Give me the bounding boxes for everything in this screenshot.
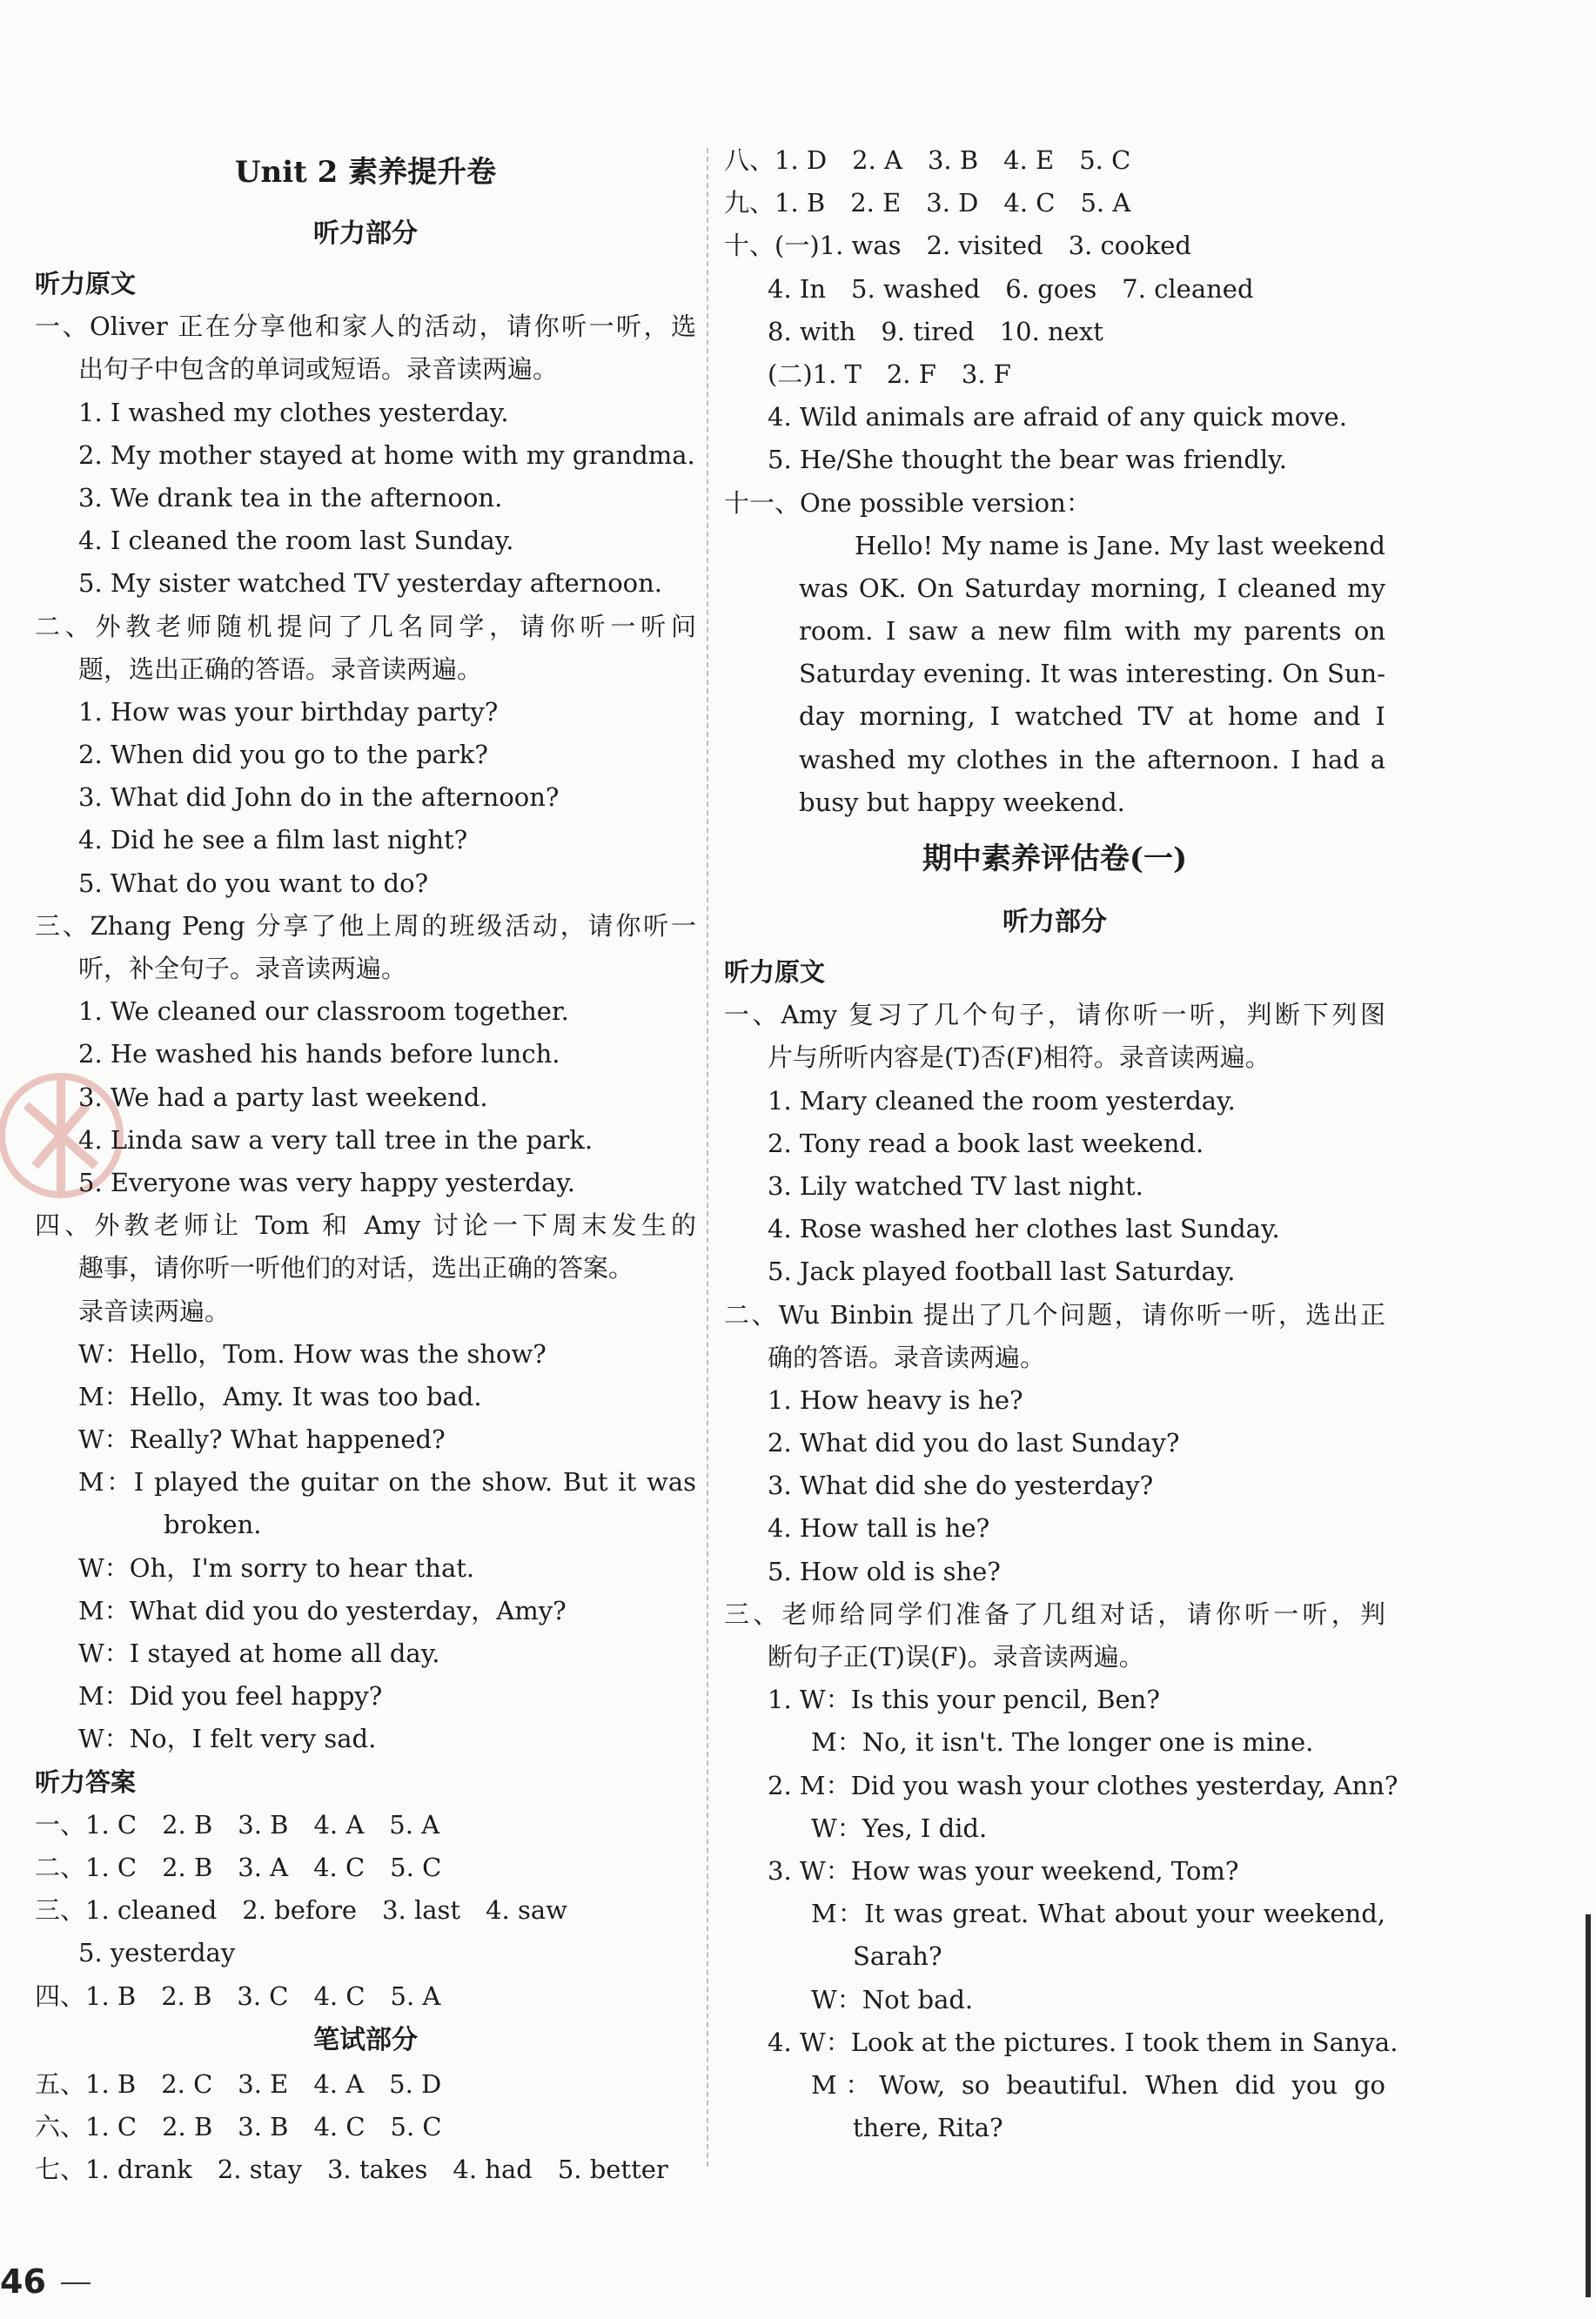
text-line: 二、1. C 2. B 3. A 4. C 5. C	[35, 1852, 442, 1882]
text-line: washed my clothes in the afternoon. I had a	[799, 744, 1385, 774]
text-line: 听力答案	[35, 1766, 137, 1797]
text-line: 5. My sister watched TV yesterday afternoon.	[78, 568, 663, 599]
text-line: 2. He washed his hands before lunch.	[78, 1039, 560, 1069]
text-line: 1. How heavy is he?	[768, 1384, 1023, 1415]
text-line: 片与所听内容是(T)否(F)相符。录音读两遍。	[768, 1042, 1271, 1073]
text-line: 5. How old is she?	[768, 1556, 1001, 1586]
text-line: 3. What did John do in the afternoon?	[78, 782, 560, 813]
text-line: 4. W：Look at the pictures. I took them in Sanya.	[768, 2027, 1398, 2057]
text-line: W：No，I felt very sad.	[78, 1724, 377, 1754]
text-line: Saturday evening. It was interesting. On Sun-	[799, 659, 1385, 689]
text-line: M：Hello，Amy. It was too bad.	[78, 1381, 482, 1411]
text-line: 二、Wu Binbin 提出了几个问题，请你听一听，选出正	[724, 1299, 1385, 1330]
text-line: 七、1. drank 2. stay 3. takes 4. had 5. better	[35, 2155, 668, 2185]
text-line: 1. I washed my clothes yesterday.	[78, 397, 509, 427]
text-line: M：I played the guitar on the show. But it was	[78, 1467, 696, 1498]
text-line: 4. In 5. washed 6. goes 7. cleaned	[768, 273, 1254, 304]
text-line: 5. yesterday	[78, 1938, 236, 1968]
text-line: 一、1. C 2. B 3. B 4. A 5. A	[35, 1809, 440, 1840]
text-line: 出句子中包含的单词或短语。录音读两遍。	[78, 354, 559, 385]
text-line: 九、1. B 2. E 3. D 4. C 5. A	[724, 188, 1131, 218]
text-line: 5. What do you want to do?	[78, 868, 429, 898]
page-number-rule	[61, 2282, 91, 2284]
text-line: there, Rita?	[853, 2113, 1003, 2143]
page-number: 46	[0, 2262, 46, 2301]
text-line: (二)1. T 2. F 3. F	[768, 359, 1011, 389]
text-line: 3. W：How was your weekend, Tom?	[768, 1855, 1239, 1886]
text-line: W：Hello，Tom. How was the show?	[78, 1338, 547, 1369]
text-line: busy but happy weekend.	[799, 787, 1125, 817]
text-line: 4. Wild animals are afraid of any quick move.	[768, 402, 1347, 432]
text-line: 4. I cleaned the room last Sunday.	[78, 526, 514, 556]
text-line: 录音读两遍。	[78, 1296, 231, 1326]
text-line: 确的答语。录音读两遍。	[768, 1342, 1046, 1372]
text-line: 一、Amy 复习了几个句子，请你听一听，判断下列图	[724, 1000, 1385, 1030]
text-line: room. I saw a new film with my parents on	[799, 616, 1385, 647]
text-line: 5. Everyone was very happy yesterday.	[78, 1167, 575, 1197]
text-line: 3. Lily watched TV last night.	[768, 1170, 1143, 1201]
text-line: 二、外教老师随机提问了几名同学，请你听一听问	[35, 611, 696, 641]
left-lines	[35, 305, 696, 2018]
text-line: 4. Rose washed her clothes last Sunday.	[768, 1214, 1280, 1244]
text-line: M：It was great. What about your weekend,	[811, 1899, 1385, 1929]
transcript-heading: 听力原文	[35, 269, 137, 298]
section-title-unit2: Unit 2 素养提升卷	[234, 155, 497, 190]
right-column	[724, 139, 1398, 2149]
text-line: 4. Did he see a film last night?	[78, 825, 468, 855]
text-line: 5. Jack played football last Saturday.	[768, 1257, 1236, 1287]
text-line: 2. What did you do last Sunday?	[768, 1428, 1180, 1458]
edge-mark	[1586, 1914, 1591, 2297]
text-line: day morning, I watched TV at home and I	[799, 701, 1385, 732]
text-line: 2. My mother stayed at home with my grandma.	[78, 439, 695, 470]
text-line: 三、Zhang Peng 分享了他上周的班级活动，请你听一	[35, 910, 696, 941]
left-lines-written	[35, 2063, 696, 2192]
text-line: W：Yes, I did.	[811, 1813, 988, 1843]
text-line: M：No, it isn't. The longer one is mine.	[811, 1727, 1314, 1758]
text-line: 5. He/She thought the bear was friendly.	[768, 445, 1287, 475]
text-line: 3. We had a party last weekend.	[78, 1082, 488, 1112]
text-line: 四、外教老师让 Tom 和 Amy 讨论一下周末发生的	[35, 1210, 696, 1241]
text-line: 三、老师给同学们准备了几组对话，请你听一听，判	[724, 1599, 1385, 1629]
text-line: W：Oh，I'm sorry to hear that.	[78, 1552, 475, 1583]
text-line: 1. W：Is this your pencil, Ben?	[768, 1685, 1160, 1715]
right-lines-midterm	[724, 994, 1398, 2149]
text-line: M：Did you feel happy?	[78, 1681, 383, 1712]
text-line: 1. We cleaned our classroom together.	[78, 996, 569, 1027]
text-line: 听，补全句子。录音读两遍。	[78, 954, 407, 983]
text-line: 1. Mary cleaned the room yesterday.	[768, 1085, 1236, 1116]
text-line: W：I stayed at home all day.	[78, 1639, 440, 1668]
section-title-midterm: 期中素养评估卷(一)	[922, 841, 1188, 876]
text-line: 趣事，请你听一听他们的对话，选出正确的答案。	[78, 1253, 634, 1283]
written-section-heading: 笔试部分	[313, 2024, 418, 2055]
text-line: 四、1. B 2. B 3. C 4. C 5. A	[35, 1981, 441, 2011]
text-line: 2. M：Did you wash your clothes yesterday, Ann?	[768, 1770, 1398, 1800]
text-line: M：Wow, so beautiful. When did you go	[811, 2069, 1385, 2100]
text-line: 1. How was your birthday party?	[78, 696, 499, 727]
text-line: 一、Oliver 正在分享他和家人的活动，请你听一听，选	[35, 312, 696, 342]
text-line: broken.	[164, 1510, 262, 1540]
text-line: 题，选出正确的答语。录音读两遍。	[78, 653, 483, 684]
text-line: W：Really? What happened?	[78, 1424, 446, 1455]
text-line: M：What did you do yesterday，Amy?	[78, 1595, 567, 1625]
transcript-heading-midterm: 听力原文	[724, 957, 826, 987]
listening-section-heading: 听力部分	[313, 218, 418, 249]
text-line: W：Not bad.	[811, 1984, 974, 2014]
text-line: 2. When did you go to the park?	[78, 740, 488, 770]
listening-section-heading-midterm: 听力部分	[1003, 907, 1107, 937]
text-line: 六、1. C 2. B 3. B 4. C 5. C	[35, 2111, 442, 2141]
text-line: 八、1. D 2. A 3. B 4. E 5. C	[724, 145, 1131, 175]
right-lines	[724, 139, 1385, 824]
left-column	[35, 139, 696, 2191]
text-line: 4. Linda saw a very tall tree in the park.	[78, 1124, 593, 1155]
text-line: 8. with 9. tired 10. next	[768, 316, 1103, 346]
text-line: 十一、One possible version：	[724, 487, 1091, 518]
column-divider	[707, 148, 708, 2167]
text-line: 三、1. cleaned 2. before 3. last 4. saw	[35, 1895, 567, 1926]
text-line: 3. What did she do yesterday?	[768, 1471, 1154, 1501]
text-line: 断句子正(T)误(F)。录音读两遍。	[768, 1642, 1144, 1672]
text-line: 2. Tony read a book last weekend.	[768, 1128, 1204, 1158]
text-line: Hello! My name is Jane. My last weekend	[855, 530, 1385, 560]
text-line: 3. We drank tea in the afternoon.	[78, 482, 503, 513]
text-line: was OK. On Saturday morning, I cleaned my	[799, 573, 1385, 603]
text-line: 五、1. B 2. C 3. E 4. A 5. D	[35, 2068, 442, 2099]
text-line: Sarah?	[853, 1941, 942, 1972]
text-line: 十、(一)1. was 2. visited 3. cooked	[724, 231, 1191, 261]
text-line: 4. How tall is he?	[768, 1513, 990, 1544]
